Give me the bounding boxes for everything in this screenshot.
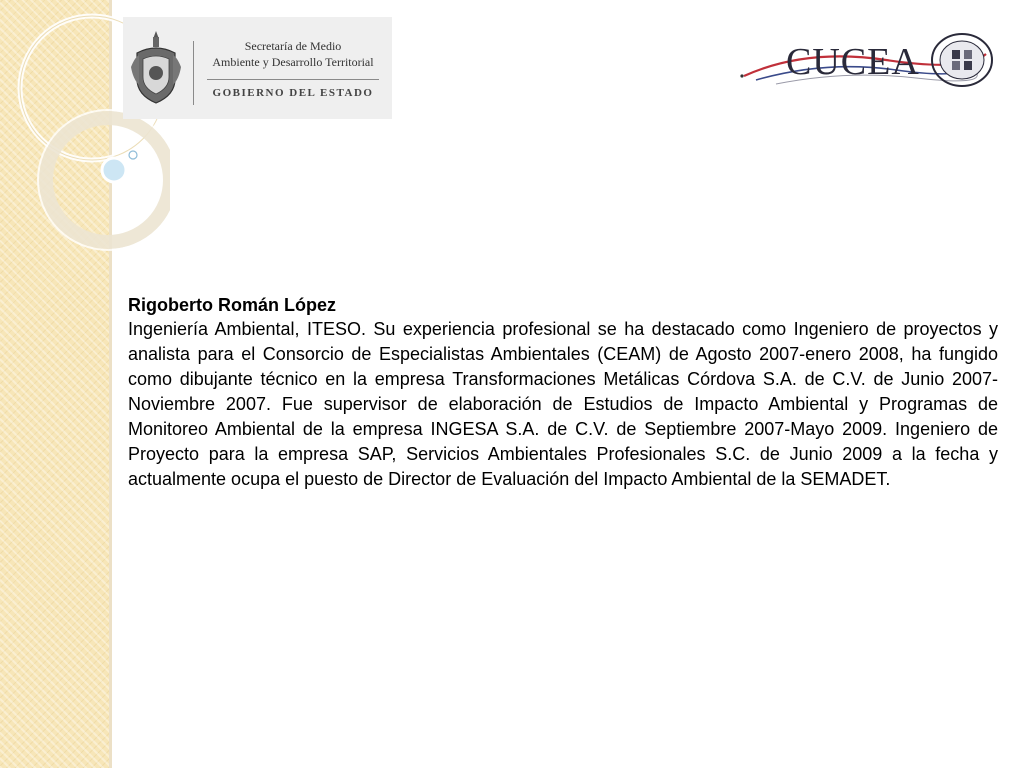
coat-of-arms-icon — [129, 27, 183, 109]
semadet-line1: Secretaría de Medio — [244, 39, 342, 53]
cucea-logo — [736, 30, 998, 92]
semadet-line2: Ambiente y Desarrollo Territorial — [212, 55, 374, 69]
bio-section — [128, 293, 998, 492]
logo-rule — [207, 79, 379, 80]
cucea-wordmark: CUCEA — [786, 41, 920, 83]
person-name: Rigoberto Román López — [128, 295, 336, 315]
semadet-line3: GOBIERNO DEL ESTADO — [212, 87, 374, 99]
semadet-logo — [123, 17, 392, 119]
logo-divider — [193, 41, 194, 105]
bio-paragraph: Ingeniería Ambiental, ITESO. Su experiencia profesional se ha destacado como Ingeniero de proyectos y analista para el Consorcio de Especialistas Ambientales (CEAM) de Agosto 2007-enero 2008, ha fungido como dibujante técnico en la empresa Transformaciones Metálicas Córdova S.A. de C.V. de Junio 2007-Noviembre 2007. Fue supervisor de elaboración de Estudios de Impacto Ambiental y Programas de Monitoreo Ambiental de la empresa INGESA S.A. de C.V. de Septiembre 2007-Mayo 2009. Ingeniero de Proyecto para la empresa SAP, Servicios Ambientales Profesionales S.C. de Junio 2009 a la fecha y actualmente ocupa el puesto de Director de Evaluación del Impacto Ambiental de la SEMADET. — [128, 319, 998, 489]
